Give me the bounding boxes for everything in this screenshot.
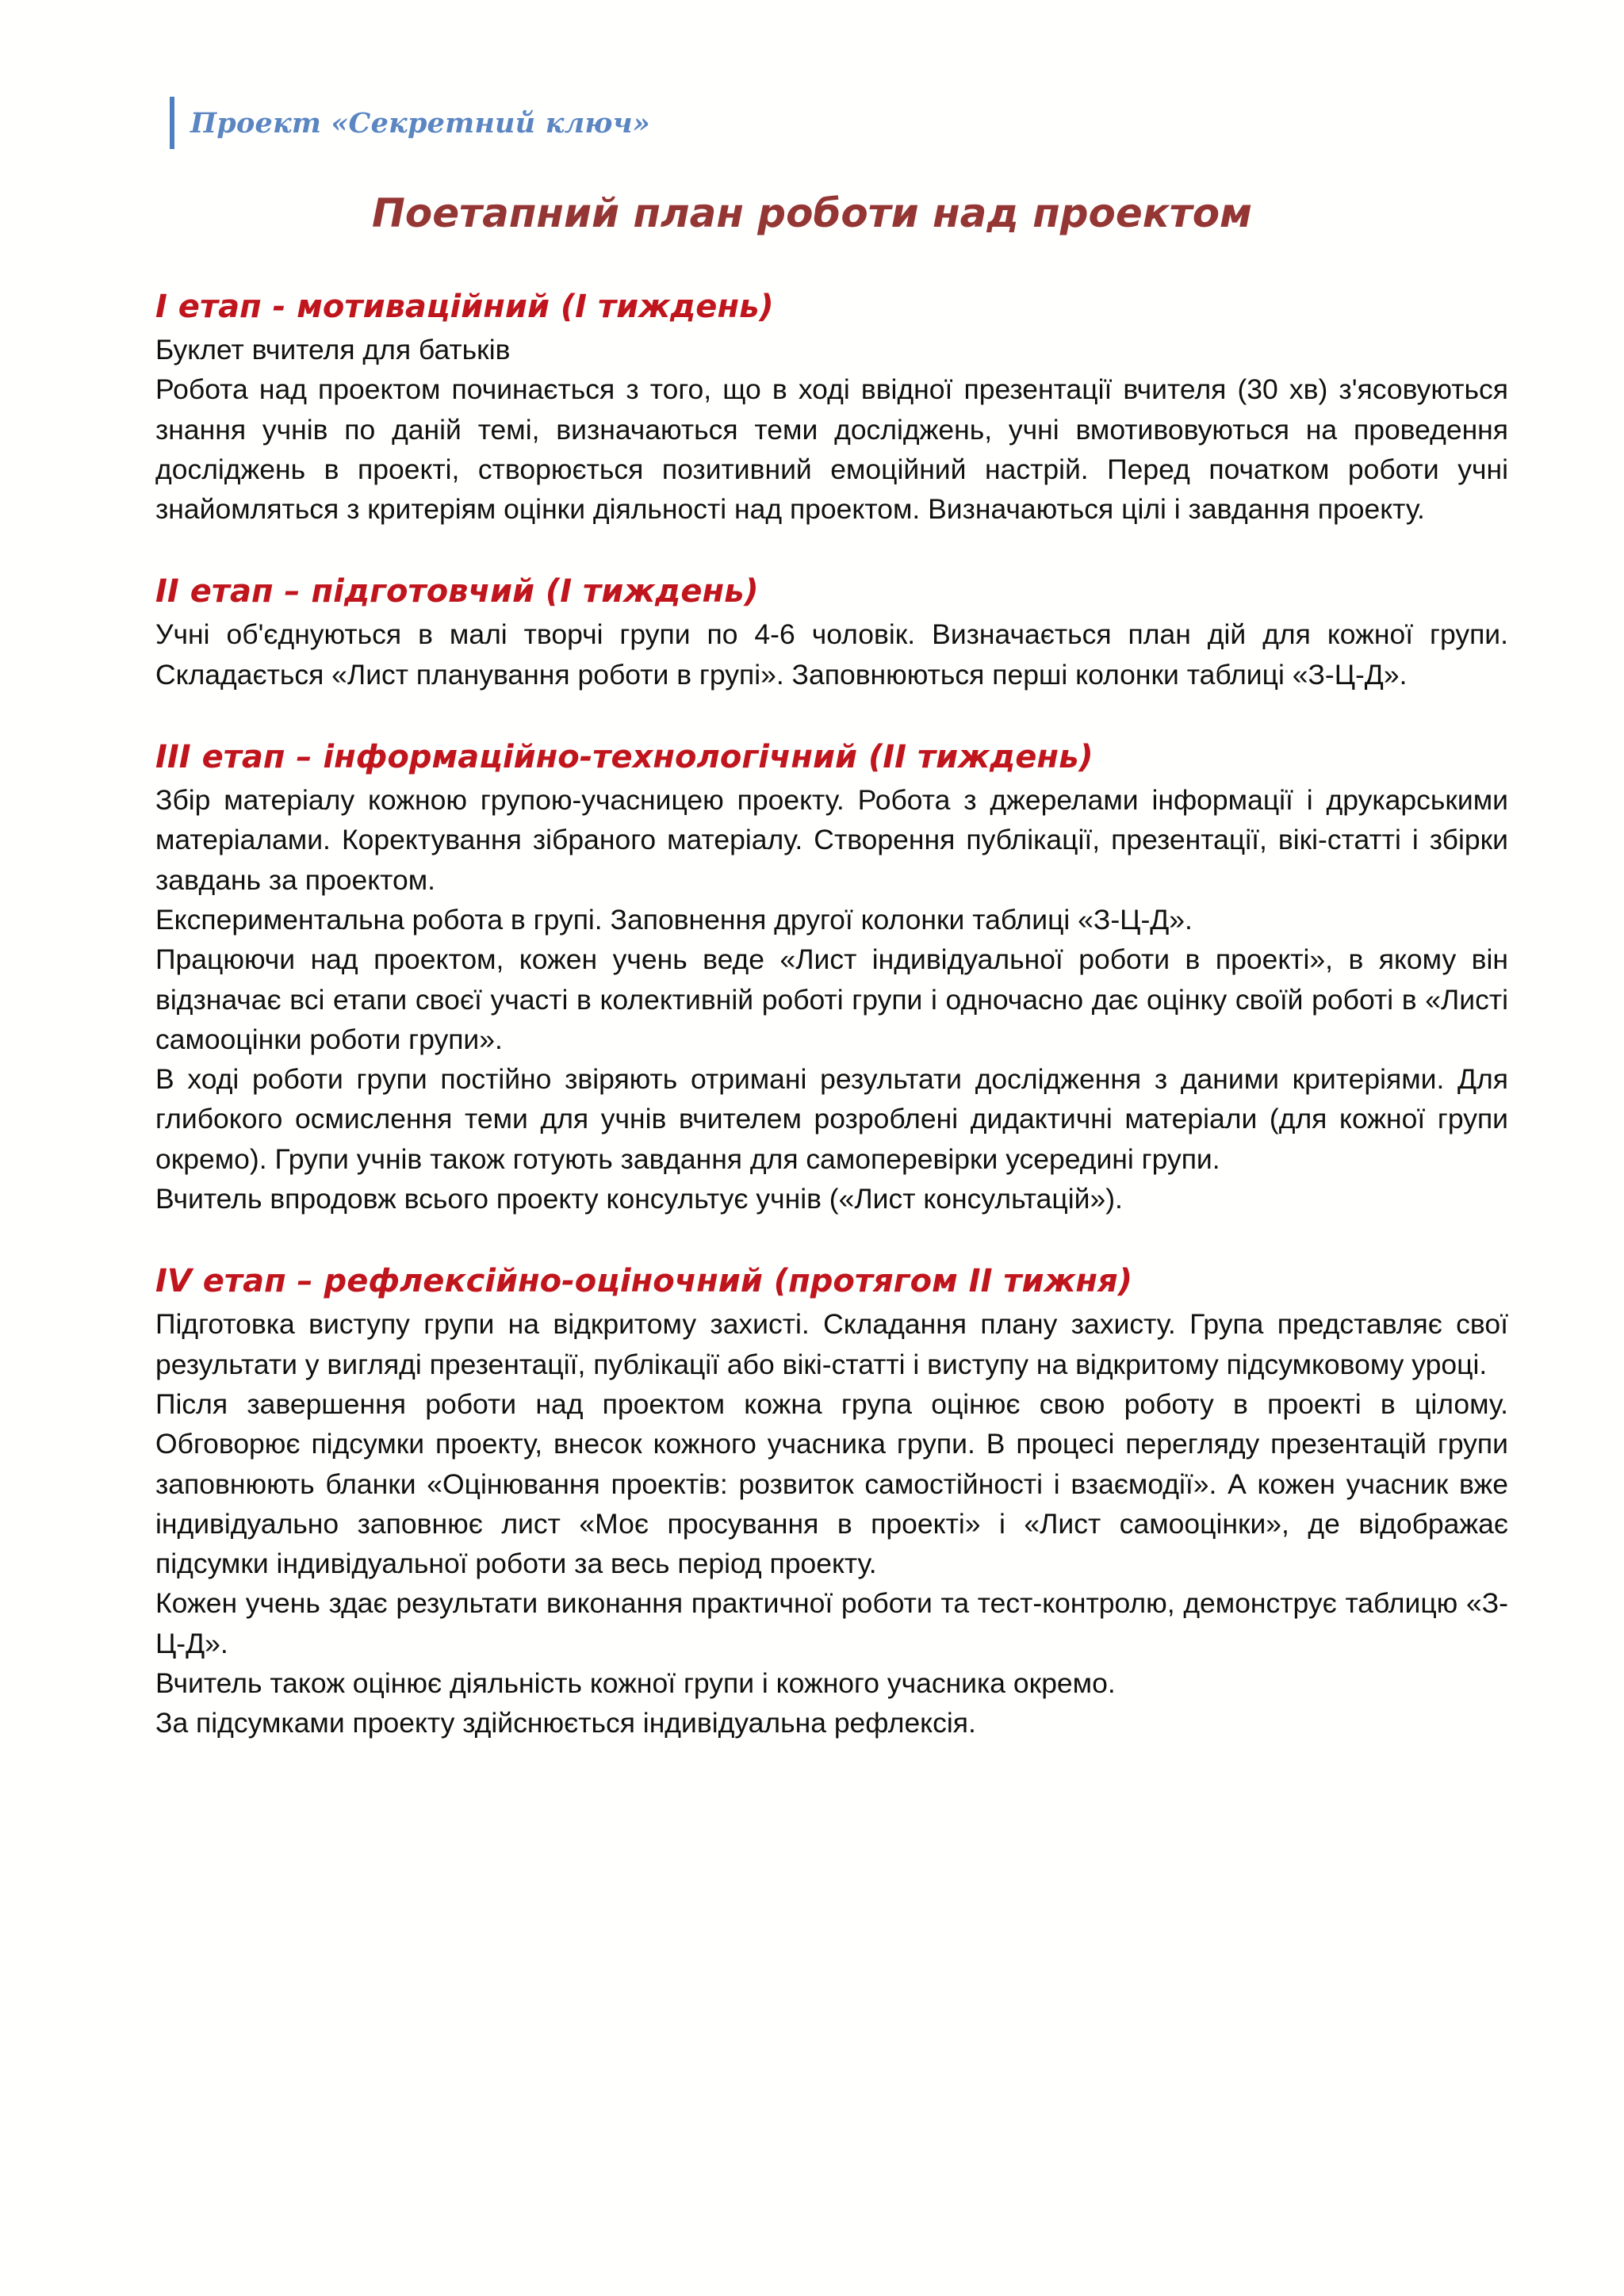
stage-4-heading: IV етап – рефлексійно-оціночний (протягом II тижня) (155, 1263, 1132, 1300)
stage-3-heading: III етап – інформаційно-технологічний (II тиждень) (155, 739, 1094, 776)
stage-2-section (155, 570, 1508, 695)
paragraph: Робота над проектом починається з того, що в ході ввідної презентації вчителя (30 хв) з'ясовуються знання учнів по даній темі, визначаються теми досліджень, учні вмотивовуються на проведення досліджень в проекті, створюється позитивний емоційний настрій. Перед початком роботи учні знайомляться з критеріям оцінки діяльності над проектом. Визначаються цілі і завдання проекту. (155, 373, 1508, 526)
stage-1-section (155, 285, 1508, 529)
paragraph: Вчитель також оцінює діяльність кожної групи і кожного учасника окремо. (155, 1667, 1116, 1700)
stage-2-heading: II етап – підготовчий (I тиждень) (155, 573, 759, 610)
paragraph: Експериментальна робота в групі. Заповнення другої колонки таблиці «З-Ц-Д». (155, 903, 1193, 936)
paragraph: Вчитель впродовж всього проекту консультує учнів («Лист консультацій»). (155, 1183, 1123, 1215)
paragraph: В ході роботи групи постійно звіряють отримані результати дослідження з даними критеріями. Для глибокого осмислення теми для учнів вчителем розроблені дидактичні матеріали (для кожної групи окремо). Групи учнів також готують завдання для самоперевірки усередині групи. (155, 1063, 1508, 1175)
stage-1-heading: I етап - мотиваційний (I тиждень) (155, 289, 774, 325)
paragraph: Учні об'єднуються в малі творчі групи по 4-6 чоловік. Визначається план дій для кожної групи. Складається «Лист планування роботи в групі». Заповнюються перші колонки таблиці «З-Ц-Д». (155, 618, 1508, 691)
page-title: Поетапний план роботи над проектом (372, 190, 1252, 236)
paragraph: Збір матеріалу кожною групою-учасницею проекту. Робота з джерелами інформації і друкарськими матеріалами. Коректування зібраного матеріалу. Створення публікації, презентації, вікі-статті і збірки завдань за проектом. (155, 784, 1508, 896)
paragraph: Підготовка виступу групи на відкритому захисті. Складання плану захисту. Група представляє свої результати у вигляді презентації, публікації або вікі-статті і виступу на відкритому підсумковому уроці. (155, 1308, 1508, 1380)
stage-4-section (155, 1260, 1508, 1743)
paragraph: Буклет вчителя для батьків (155, 334, 511, 365)
paragraph: Кожен учень здає результати виконання практичної роботи та тест-контролю, демонструє таблицю «З-Ц-Д». (155, 1587, 1508, 1659)
paragraph: Після завершення роботи над проектом кожна група оцінює свою роботу в проекті в цілому. Обговорює підсумки проекту, внесок кожного учасника групи. В процесі перегляду презентацій групи заповнюють бланки «Оцінювання проектів: розвиток самостійності і взаємодії». А кожен учасник вже індивідуально заповнює лист «Моє просування в проекті» і «Лист самооцінки», де відображає підсумки індивідуальної роботи за весь період проекту. (155, 1387, 1508, 1580)
stage-3-section (155, 736, 1508, 1219)
document-body (155, 285, 1508, 1743)
paragraph: За підсумками проекту здійснюється індивідуальна рефлексія. (155, 1707, 976, 1739)
paragraph: Працюючи над проектом, кожен учень веде «Лист індивідуальної роботи в проекті», в якому він відзначає всі етапи своєї участі в колективній роботі групи і одночасно дає оцінку своїй роботі в «Листі самооцінки роботи групи». (155, 943, 1508, 1055)
running-header (170, 97, 650, 149)
project-label: Проект «Секретний ключ» (190, 106, 650, 140)
